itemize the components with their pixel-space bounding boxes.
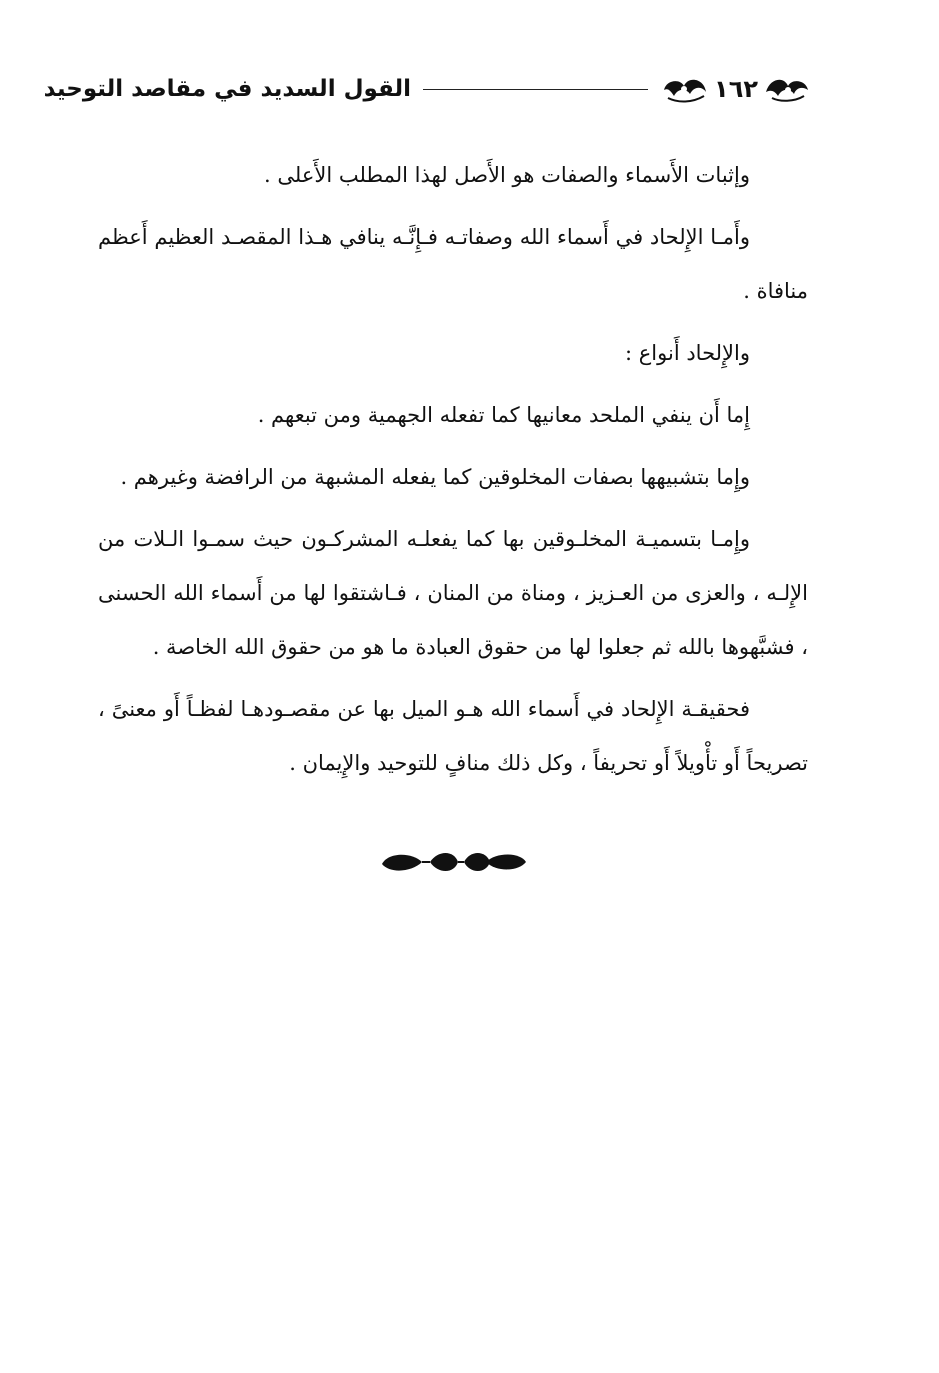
page-body: [98, 148, 808, 798]
page-number: ١٦٢: [714, 75, 758, 103]
floral-ornament-icon: [762, 74, 812, 104]
paragraph: وإِمـا بتسميـة المخلـوقين بها كما يفعلـه المشركـون حيث سمـوا الـلات من الإِلـه ، والعزى من العـزيز ، ومناة من المنان ، فـاشتقوا لها من أَسماء الله الحسنى ، فشبَّهوها بالله ثم جعلوا لها من حقوق العبادة ما هو من حقوق الله الخاصة .: [98, 527, 808, 659]
paragraph: إِما أَن ينفي الملحد معانيها كما تفعله الجهمية ومن تبعهم .: [257, 403, 750, 427]
paragraph: فحقيقـة الإِلحاد في أَسماء الله هـو الميل بها عن مقصـودهـا لفظـاً أَو معنىً ، تصريحاً أَو تأْويلاً أَو تحريفاً ، وكل ذلك منافٍ للتوحيد والإِيمان .: [98, 697, 808, 775]
paragraph: وإِما بتشبيهها بصفات المخلوقين كما يفعله المشبهة من الرافضة وغيرهم .: [120, 465, 750, 489]
paragraph: وإثبات الأَسماء والصفات هو الأَصل لهذا المطلب الأَعلى .: [264, 163, 750, 187]
floral-ornament-icon: [660, 74, 710, 104]
paragraph: والإِلحاد أَنواع :: [625, 341, 750, 365]
running-header: [43, 62, 812, 116]
paragraph: وأَمـا الإِلحاد في أَسماء الله وصفاتـه فـإِنَّـه ينافي هـذا المقصـد العظيم أَعظم منافاة .: [98, 225, 808, 303]
book-title: القول السديد في مقاصد التوحيد: [43, 76, 412, 102]
leaf-divider-icon: [378, 848, 530, 876]
header-rule: [423, 89, 648, 90]
